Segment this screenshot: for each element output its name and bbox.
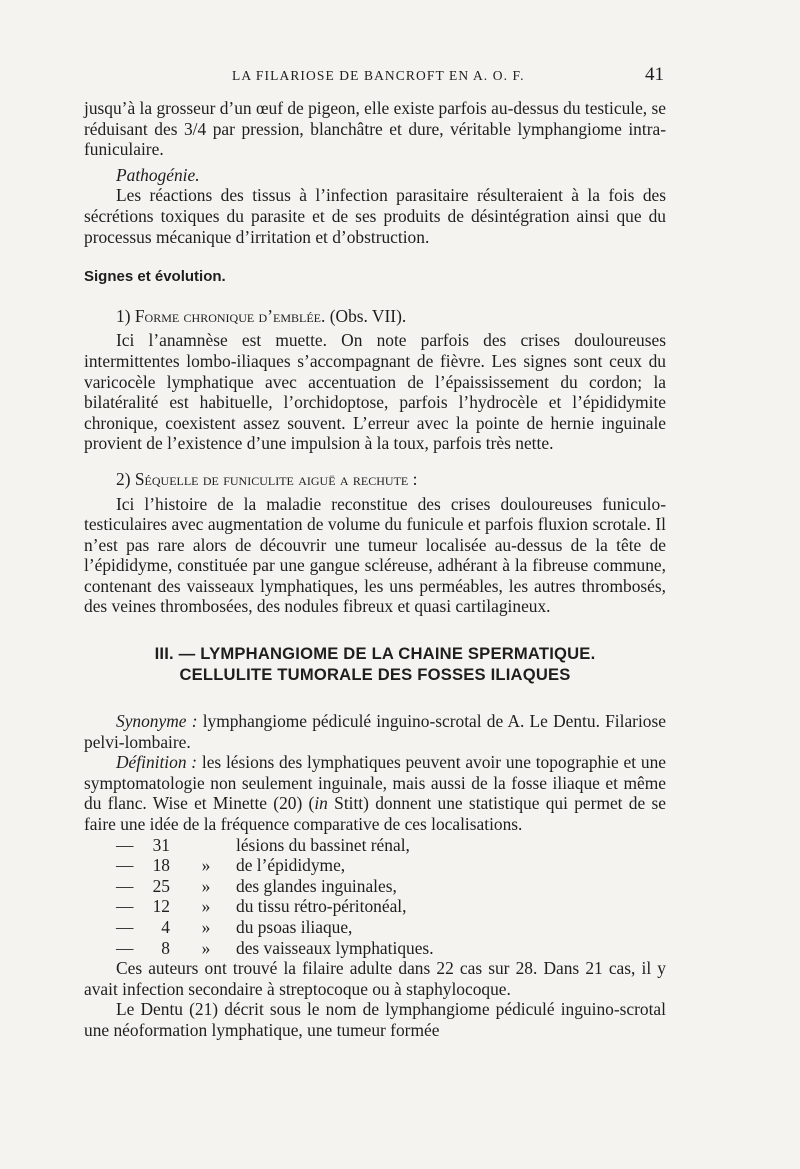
definition-text-b: Stitt) donnent une statistique qui permet de se faire une idée de la fréquence comparative de ces localisations.: [84, 793, 666, 835]
section-title-line-2: CELLULITE TUMORALE DES FOSSES ILIAQUES: [179, 665, 571, 685]
list-ditto: »: [201, 855, 211, 876]
paragraph-le-dentu: Le Dentu (21) décrit sous le nom de lymphangiome pédiculé inguino-scrotal une néoformation lymphatique, une tumeur formée: [84, 999, 666, 1040]
list-ditto: »: [201, 917, 211, 937]
list-ditto: »: [201, 875, 211, 896]
list-text: du tissu rétro-péritonéal,: [236, 896, 407, 917]
forme-chronique-heading: [84, 306, 666, 327]
forme2-number: 2): [116, 468, 131, 489]
list-count: 12: [152, 896, 170, 917]
paragraph-continuation: jusqu’à la grosseur d’un œuf de pigeon, elle existe parfois au-dessus du testicule, se réduisant des 3/4 par pression, blanchâtre et dure, véritable lymphangiome intra-funiculaire.: [84, 98, 666, 160]
paragraph-auteurs: Ces auteurs ont trouvé la filaire adulte dans 22 cas sur 28. Dans 21 cas, il y avait infection secondaire à streptocoque ou à staphylocoque.: [84, 958, 666, 999]
sequelle-heading: [84, 469, 666, 490]
forme2-title: Séquelle de funiculite aiguë a rechute :: [134, 468, 418, 489]
list-count: 18: [152, 855, 170, 876]
page-number: 41: [645, 64, 664, 85]
forme1-obs: (Obs. VII).: [329, 305, 407, 326]
signes-heading: Signes et évolution.: [84, 268, 226, 286]
definition-in: in: [314, 793, 328, 814]
list-item: [116, 835, 666, 856]
list-text: des vaisseaux lymphatiques.: [236, 937, 434, 958]
list-ditto: [176, 835, 236, 856]
list-count: 31: [152, 834, 170, 855]
forme1-number: 1): [116, 305, 131, 326]
list-text: lésions du bassinet rénal,: [236, 834, 410, 855]
list-dash: —: [116, 917, 134, 937]
forme1-title: Forme chronique d’emblée.: [134, 305, 326, 326]
definition-text-a: les lésions des lymphatiques peuvent avoir une topographie et une symptomatologie non seulement inguinale, mais aussi de la fosse iliaque et même du flanc. Wise et Minette (20) (: [84, 752, 666, 814]
page-header: [84, 66, 664, 88]
list-item: [116, 876, 666, 897]
list-item: [116, 855, 666, 876]
list-ditto: »: [201, 937, 211, 958]
list-dash: —: [116, 855, 134, 876]
section-title-line-1: III. — LYMPHANGIOME DE LA CHAINE SPERMATIQUE.: [154, 644, 596, 664]
pathogenie-heading: Pathogénie.: [116, 164, 200, 185]
paragraph-sequelle: Ici l’histoire de la maladie reconstitue des crises douloureuses funiculo-testiculaires avec augmentation de volume du funicule et parfois fluxion scrotale. Il n’est pas rare alors de découvrir une tumeur localisée au-dessus de la tête de l’épididyme, constituée par une gangue scléreuse, adhérant à la fibreuse commune, contenant des vaisseaux lymphatiques, les uns perméables, les autres thrombosés, des veines thrombosées, des nodules fibreux et quasi cartilagineux.: [84, 493, 666, 617]
list-item: [116, 938, 666, 959]
paragraph-forme-chronique: Ici l’anamnèse est muette. On note parfois des crises douloureuses intermittentes lombo-iliaques s’accompagnant de fièvre. Les signes sont ceux du varicocèle lymphatique avec accentuation de l’épaississement du cordon; la bilatéralité est habituelle, l’orchidoptose, parfois l’hydrocèle et l’épididymite chronique, coexistent assez souvent. L’erreur avec la pointe de hernie inguinale provient de l’existence d’une impulsion à la toux, parfois très nette.: [84, 330, 666, 454]
page-body: [84, 98, 666, 1041]
definition-label: Définition :: [116, 752, 198, 773]
paragraph-synonyme: [84, 711, 666, 752]
running-title: LA FILARIOSE DE BANCROFT EN A. O. F.: [232, 68, 525, 83]
list-dash: —: [116, 875, 134, 896]
list-dash: —: [116, 834, 134, 855]
lesions-list: [116, 835, 666, 959]
section-title: [84, 643, 666, 685]
list-text: de l’épididyme,: [236, 855, 346, 876]
list-count: 8: [161, 937, 170, 958]
synonyme-text: lymphangiome pédiculé inguino-scrotal de A. Le Dentu. Filariose pelvi-lombaire.: [84, 711, 666, 752]
paragraph-definition: [84, 752, 666, 834]
list-text: du psoas iliaque,: [236, 917, 353, 937]
list-item: [116, 896, 666, 917]
list-dash: —: [116, 896, 134, 917]
paragraph-pathogenie: Les réactions des tissus à l’infection parasitaire résulteraient à la fois des sécrétions toxiques du parasite et de ses produits de désintégration ainsi que du processus mécanique d’irritation et d’obstruction.: [84, 185, 666, 247]
synonyme-label: Synonyme :: [116, 711, 198, 732]
list-count: 25: [152, 875, 170, 896]
list-ditto: »: [201, 896, 211, 917]
list-item: [116, 917, 666, 938]
list-dash: —: [116, 937, 134, 958]
list-text: des glandes inguinales,: [236, 875, 397, 896]
list-count: 4: [161, 917, 170, 937]
